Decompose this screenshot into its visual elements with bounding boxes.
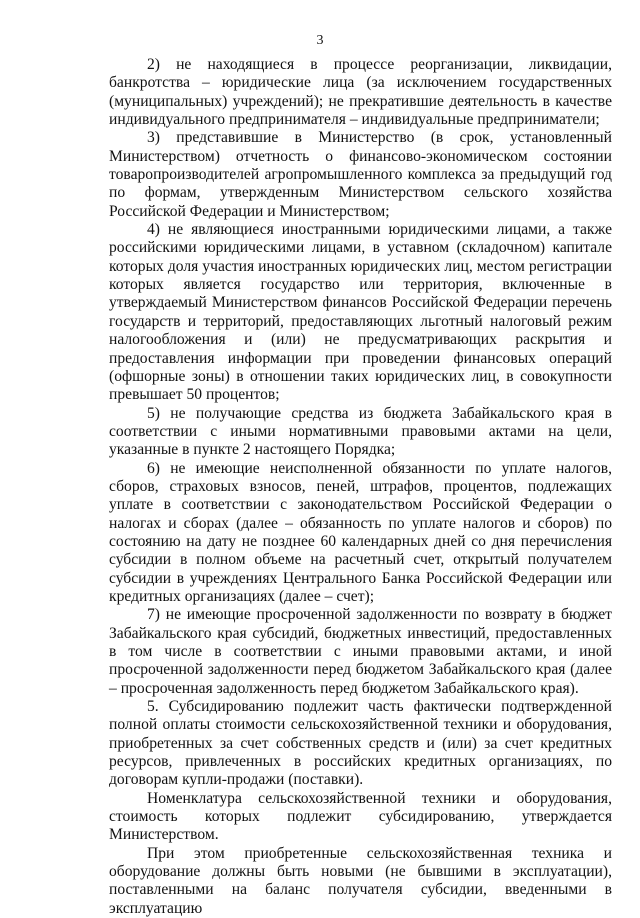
paragraph-item-4: 4) не являющиеся иностранными юридическими лицами, а также российскими юридическими лицами, в уставном (складочном) капитале которых доля участия иностранных юридических лиц, местом регистрации которых является государство или территория, включенные в утверждаемый Министерством финансов Российской Федерации перечень государств и территорий, предоставляющих льготный налоговый режим налогообложения и (или) не предусматривающих раскрытия и предоставления информации при проведении финансовых операций (офшорные зоны) в отношении таких юридических лиц, в совокупности превышает 50 процентов; [109, 221, 612, 404]
document-body [109, 56, 612, 918]
paragraph-nomenclature: Номенклатура сельскохозяйственной техники и оборудования, стоимость которых подлежит субсидированию, утверждается Министерством. [109, 789, 612, 844]
paragraph-item-3: 3) представившие в Министерство (в срок, установленный Министерством) отчетность о финансово-экономическом состоянии товаропроизводителей агропромышленного комплекса за предыдущий год по формам, утвержденным Министерством сельского хозяйства Российской Федерации и Министерством; [109, 129, 612, 220]
paragraph-equipment-requirements: При этом приобретенные сельскохозяйственная техника и оборудование должны быть новыми (не бывшими в эксплуатации), поставленными на баланс получателя субсидии, введенными в эксплуатацию [109, 844, 612, 917]
paragraph-section-5: 5. Субсидированию подлежит часть фактически подтвержденной полной оплаты стоимости сельскохозяйственной техники и оборудования, приобретенных за счет собственных средств и (или) за счет кредитных ресурсов, привлеченных в российских кредитных организациях, по договорам купли-продажи (поставки). [109, 698, 612, 789]
paragraph-item-7: 7) не имеющие просроченной задолженности по возврату в бюджет Забайкальского края субсидий, бюджетных инвестиций, предоставленных в том числе в соответствии с иными правовыми актами, и иной просроченной задолженности перед бюджетом Забайкальского края (далее – просроченная задолженность перед бюджетом Забайкальского края). [109, 606, 612, 697]
page-number: 3 [316, 33, 324, 48]
paragraph-item-5: 5) не получающие средства из бюджета Забайкальского края в соответствии с иными нормативными правовыми актами на цели, указанные в пункте 2 настоящего Порядка; [109, 404, 612, 459]
paragraph-item-6: 6) не имеющие неисполненной обязанности по уплате налогов, сборов, страховых взносов, пеней, штрафов, процентов, подлежащих уплате в соответствии с законодательством Российской Федерации о налогах и сборах (далее – обязанность по уплате налогов и сборов) по состоянию на дату не позднее 60 календарных дней со дня перечисления субсидии в полном объеме на расчетный счет, открытый получателем субсидии в учреждениях Центрального Банка Российской Федерации или кредитных организациях (далее – счет); [109, 459, 612, 605]
paragraph-item-2: 2) не находящиеся в процессе реорганизации, ликвидации, банкротства – юридические лица (за исключением государственных (муниципальных) учреждений); не прекратившие деятельность в качестве индивидуального предпринимателя – индивидуальные предприниматели; [109, 56, 612, 129]
